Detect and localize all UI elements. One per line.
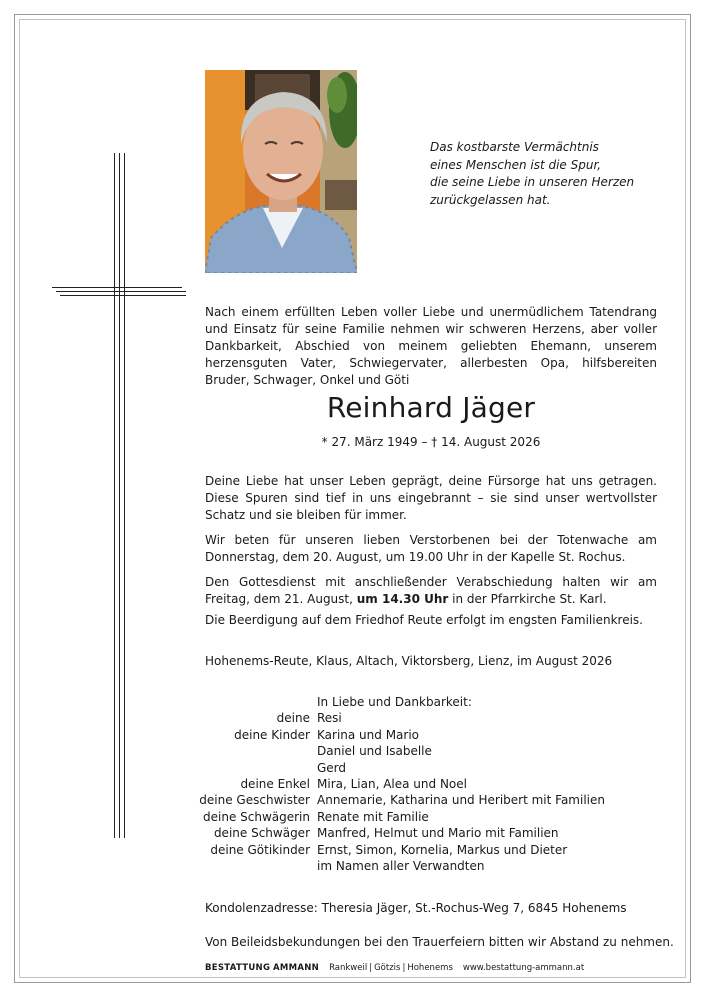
list-item xyxy=(180,694,605,710)
footer: BESTATTUNG AMMANN Rankweil | Götzis | Hohenems www.bestattung-ammann.at xyxy=(205,963,585,973)
mourner-names: Resi xyxy=(317,711,342,726)
service-text: in der Pfarrkirche St. Karl. xyxy=(448,592,607,606)
service-time: um 14.30 Uhr xyxy=(356,592,449,606)
condolence-address: Kondolenzadresse: Theresia Jäger, St.-Rochus-Weg 7, 6845 Hohenems xyxy=(205,901,627,915)
burial-paragraph: Die Beerdigung auf dem Friedhof Reute erfolgt im engsten Familienkreis. xyxy=(205,613,643,627)
service-text: Den Gottesdienst mit anschließender Verabschiedung halten wir am Freitag, dem 21. August, xyxy=(205,575,657,606)
mourner-names: Gerd xyxy=(317,760,347,775)
list-item xyxy=(180,792,605,808)
closing-note: Von Beileidsbekundungen bei den Trauerfeiern bitten wir Abstand zu nehmen. xyxy=(205,935,674,949)
mourner-relation xyxy=(180,743,317,759)
mourner-relation xyxy=(180,858,317,874)
mourner-relation: deine Schwäger xyxy=(213,826,310,841)
footer-location: Hohenems xyxy=(407,963,453,973)
place-date: Hohenems-Reute, Klaus, Altach, Viktorsberg, Lienz, im August 2026 xyxy=(205,654,613,668)
intro-paragraph: Nach einem erfüllten Leben voller Liebe und unermüdlichem Tatendrang und Einsatz für seine Familie nehmen wir schweren Herzens, aber voller Dankbarkeit, Abschied von meinem geliebten Ehemann, unserem herzensguten Vater, Schwiegervater, allerbesten Opa, hilfsbereiten Bruder, Schwager, Onkel und Göti xyxy=(205,305,657,387)
tribute-paragraph: Deine Liebe hat unser Leben geprägt, deine Fürsorge hat uns getragen. Diese Spuren sind tief in uns eingebrannt – sie sind unser wertvollster Schatz und sie bleiben für immer. xyxy=(205,474,657,522)
quote-line: eines Menschen ist die Spur, xyxy=(430,157,602,172)
quote-line: Das kostbarste Vermächtnis xyxy=(430,140,599,154)
mourners-list xyxy=(180,694,605,874)
brand-prefix: BESTATTUNG xyxy=(205,963,271,973)
mourner-names: Mira, Lian, Alea und Noel xyxy=(317,777,467,792)
mourner-names: Karina und Mario xyxy=(317,727,420,742)
list-item xyxy=(180,743,605,759)
footer-location: Götzis xyxy=(374,963,401,973)
mourner-relation: deine Kinder xyxy=(234,727,310,742)
brand-name: AMMANN xyxy=(272,963,320,973)
footer-location: Rankweil xyxy=(329,963,368,973)
service-paragraph xyxy=(205,574,657,608)
mourner-relation xyxy=(180,760,317,776)
deceased-name: Reinhard Jäger xyxy=(326,391,536,424)
mourner-names: Ernst, Simon, Kornelia, Markus und Dieter xyxy=(317,842,568,857)
mourner-relation xyxy=(180,694,317,710)
list-item xyxy=(180,710,605,726)
mourner-relation: deine Schwägerin xyxy=(203,809,310,824)
mourner-relation: deine xyxy=(276,711,310,726)
quote-line: die seine Liebe in unseren Herzen xyxy=(430,175,635,189)
mourner-names: Renate mit Familie xyxy=(317,809,429,824)
list-item xyxy=(180,825,605,841)
memorial-quote xyxy=(430,139,660,209)
quote-line: zurückgelassen hat. xyxy=(430,192,551,207)
mourner-relation: deine Götikinder xyxy=(210,842,310,857)
list-item xyxy=(180,776,605,792)
footer-website-link[interactable]: www.bestattung-ammann.at xyxy=(462,963,585,973)
life-dates: * 27. März 1949 – † 14. August 2026 xyxy=(321,435,541,449)
list-item xyxy=(180,760,605,776)
mourner-names: Manfred, Helmut und Mario mit Familien xyxy=(317,826,559,841)
mourner-names: Annemarie, Katharina und Heribert mit Familien xyxy=(317,793,605,808)
mourner-names: In Liebe und Dankbarkeit: xyxy=(317,695,472,709)
list-item xyxy=(180,727,605,743)
vigil-paragraph: Wir beten für unseren lieben Verstorbenen bei der Totenwache am Donnerstag, dem 20. August, um 19.00 Uhr in der Kapelle St. Rochus. xyxy=(205,533,657,564)
mourner-names: im Namen aller Verwandten xyxy=(317,859,485,874)
list-item xyxy=(180,842,605,858)
mourner-relation: deine Geschwister xyxy=(199,793,310,808)
mourner-names: Daniel und Isabelle xyxy=(317,744,432,759)
portrait-photo xyxy=(205,70,357,273)
list-item xyxy=(180,809,605,825)
mourner-relation: deine Enkel xyxy=(240,777,310,792)
list-item xyxy=(180,858,605,874)
